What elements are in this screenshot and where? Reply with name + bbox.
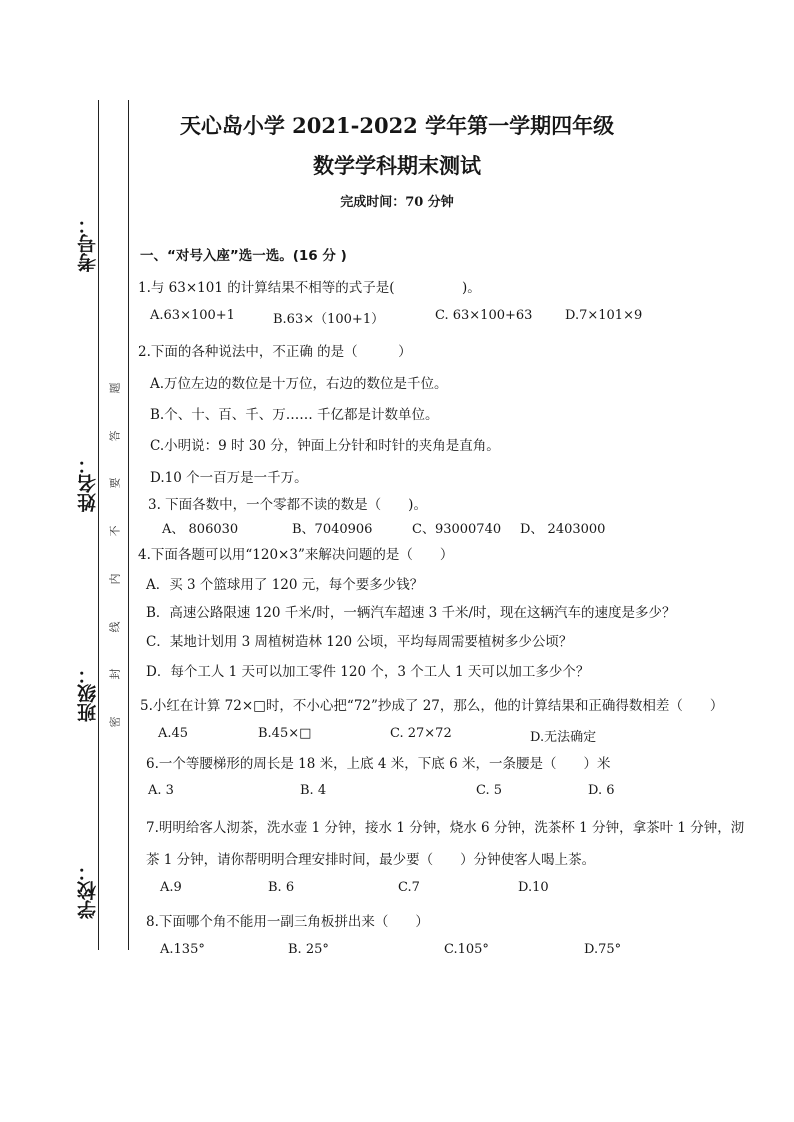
option-d[interactable]: D．每个工人 1 天可以加工零件 120 个，3 个工人 1 天可以加工多少个？: [146, 664, 590, 680]
exam-number-label: 考号：: [77, 215, 99, 272]
question-5-options: [158, 726, 596, 745]
option-c[interactable]: C. 63×100+63: [435, 308, 533, 323]
seal-char: 密: [108, 716, 121, 728]
name-label: 姓名：: [77, 455, 99, 512]
seal-char: 要: [108, 477, 121, 489]
option-b[interactable]: B．高速公路限速 120 千米/时，一辆汽车超速 3 千米/时，现在这辆汽车的速度是多少？: [146, 605, 676, 621]
option-a[interactable]: A．买 3 个篮球用了 120 元，每个要多少钱？: [146, 577, 424, 593]
seal-char: 线: [108, 621, 121, 633]
option-c[interactable]: C.105°: [444, 942, 489, 957]
option-b[interactable]: B.45×□: [258, 726, 312, 741]
option-a[interactable]: A.63×100+1: [150, 308, 235, 323]
option-a[interactable]: A.45: [158, 726, 189, 741]
exam-duration: 完成时间：70 分钟: [340, 195, 454, 210]
option-b[interactable]: B、7040906: [292, 522, 373, 537]
option-d[interactable]: D.10 个一百万是一千万。: [150, 470, 308, 486]
option-a[interactable]: A.135°: [160, 942, 205, 957]
option-d[interactable]: D.75°: [584, 942, 622, 957]
option-c[interactable]: C.小明说：9 时 30 分，钟面上分针和时针的夹角是直角。: [150, 438, 500, 454]
seal-char: 内: [108, 573, 121, 585]
seal-char: 不: [108, 525, 121, 537]
option-d[interactable]: D、 2403000: [520, 522, 606, 537]
option-d[interactable]: D.7×101×9: [565, 308, 643, 323]
option-c[interactable]: C. 5: [476, 783, 503, 798]
question-1-options: [150, 308, 642, 327]
question-7-options: [160, 880, 549, 895]
question-8-stem: 8.下面哪个角不能用一副三角板拼出来（ ）: [146, 914, 429, 930]
option-a[interactable]: A.万位左边的数位是十万位，右边的数位是千位。: [150, 376, 448, 392]
question-6-options: [148, 783, 615, 798]
option-a[interactable]: A、 806030: [162, 522, 239, 537]
seal-char: 题: [108, 382, 121, 394]
exam-subtitle: 数学学科期末测试: [313, 153, 481, 178]
question-4-stem: 4.下面各题可以用“120×3”来解决问题的是（ ）: [138, 547, 454, 563]
option-b[interactable]: B. 25°: [288, 942, 329, 957]
school-field: [74, 862, 101, 919]
option-b[interactable]: B.个、十、百、千、万…… 千亿都是计数单位。: [150, 407, 439, 423]
option-b[interactable]: B.63×（100+1）: [273, 312, 385, 327]
option-c[interactable]: C.7: [398, 880, 420, 895]
option-a[interactable]: A.9: [160, 880, 182, 895]
option-c[interactable]: C. 27×72: [390, 726, 452, 741]
section-1-heading: 一、“对号入座”选一选。(16 分 ): [140, 248, 347, 264]
question-3-stem: 3. 下面各数中，一个零都不读的数是（ )。: [148, 497, 427, 513]
class-field: [74, 665, 101, 722]
question-7-stem-continued: 茶 1 分钟，请你帮明明合理安排时间，最少要（ ）分钟使客人喝上茶。: [146, 852, 596, 868]
question-6-stem: 6.一个等腰梯形的周长是 18 米，上底 4 米，下底 6 米，一条腰是（ ）米: [146, 756, 611, 772]
question-1-stem: 1.与 63×101 的计算结果不相等的式子是( )。: [138, 280, 481, 296]
question-5-stem: 5.小红在计算 72×□时，不小心把“72”抄成了 27，那么，他的计算结果和正确得数相差（ ）: [140, 698, 724, 714]
question-3-options: [162, 518, 605, 537]
question-7-stem: 7.明明给客人沏茶，洗水壶 1 分钟，接水 1 分钟，烧水 6 分钟，洗茶杯 1 分钟，拿茶叶 1 分钟，沏: [146, 820, 745, 836]
option-c[interactable]: C．某地计划用 3 周植树造林 120 公顷，平均每周需要植树多少公顷？: [146, 634, 573, 650]
option-b[interactable]: B. 4: [300, 783, 327, 798]
school-label: 学校：: [77, 862, 99, 919]
option-b[interactable]: B. 6: [268, 880, 295, 895]
exam-title: 天心岛小学 2021-2022 学年第一学期四年级: [179, 113, 615, 138]
option-a[interactable]: A. 3: [148, 783, 174, 798]
question-8-options: [160, 942, 621, 957]
name-field: [74, 455, 101, 512]
option-d[interactable]: D. 6: [588, 783, 615, 798]
seal-char: 答: [108, 430, 121, 442]
option-c[interactable]: C、93000740: [412, 522, 502, 537]
class-label: 班级：: [77, 665, 99, 722]
exam-number-field: [74, 215, 101, 272]
seal-char: 封: [108, 668, 121, 680]
option-d[interactable]: D.10: [518, 880, 549, 895]
option-d[interactable]: D.无法确定: [530, 730, 597, 745]
binding-line-inner: [128, 100, 129, 950]
seal-line-notice: [104, 380, 124, 730]
question-2-stem: 2.下面的各种说法中，不正确 的是（ ）: [138, 344, 412, 360]
